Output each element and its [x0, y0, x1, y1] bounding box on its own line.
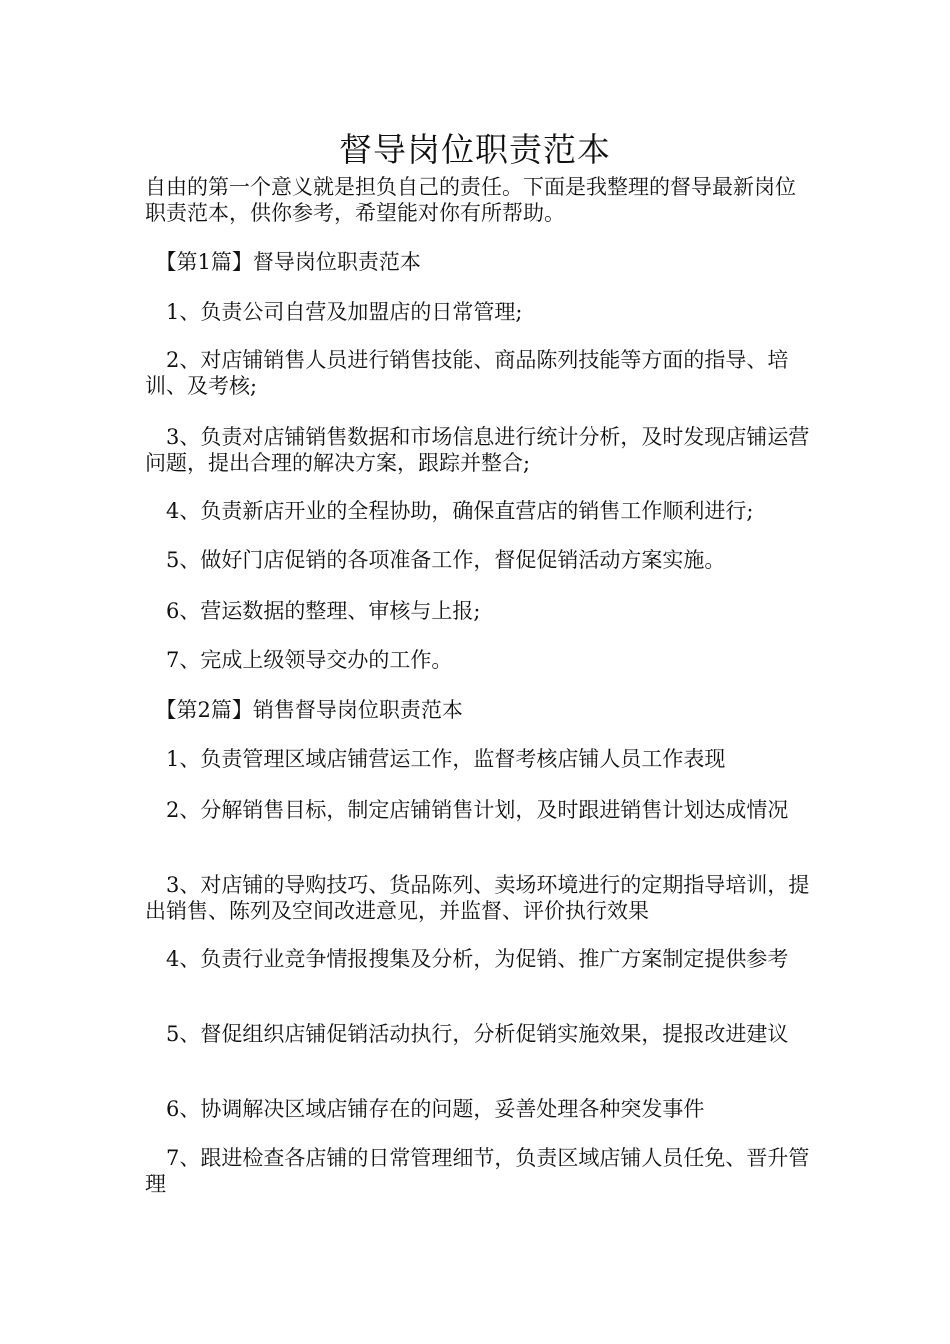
section-2-item-2: 2、分解销售目标，制定店铺销售计划，及时跟进销售计划达成情况 — [145, 798, 789, 822]
section-1-item-2: 2、对店铺销售人员进行销售技能、商品陈列技能等方面的指导、培训、及考核; — [145, 348, 789, 398]
section-1-item-7: 7、完成上级领导交办的工作。 — [145, 648, 453, 672]
section-1-item-5: 5、做好门店促销的各项准备工作，督促促销活动方案实施。 — [145, 548, 726, 572]
document-title: 督导岗位职责范本 — [339, 130, 611, 169]
section-2-item-6: 6、协调解决区域店铺存在的问题，妥善处理各种突发事件 — [145, 1097, 705, 1121]
section-2-item-5: 5、督促组织店铺促销活动执行，分析促销实施效果，提报改进建议 — [145, 1022, 789, 1046]
section-2-item-7: 7、跟进检查各店铺的日常管理细节，负责区域店铺人员任免、晋升管理 — [145, 1146, 810, 1196]
section-1-item-4: 4、负责新店开业的全程协助，确保直营店的销售工作顺利进行; — [145, 499, 754, 523]
section-2-item-1: 1、负责管理区域店铺营运工作，监督考核店铺人员工作表现 — [145, 747, 726, 771]
section-1-item-3: 3、负责对店铺销售数据和市场信息进行统计分析，及时发现店铺运营问题，提出合理的解决方案，跟踪并整合; — [145, 425, 810, 475]
section-1-item-1: 1、负责公司自营及加盟店的日常管理; — [145, 300, 523, 324]
intro-paragraph: 自由的第一个意义就是担负自己的责任。下面是我整理的督导最新岗位职责范本，供你参考，希望能对你有所帮助。 — [145, 175, 796, 225]
section-1-item-6: 6、营运数据的整理、审核与上报; — [145, 599, 481, 623]
section-heading-1: 【第1篇】督导岗位职责范本 — [145, 250, 421, 274]
section-heading-2: 【第2篇】销售督导岗位职责范本 — [145, 698, 463, 722]
section-2-item-4: 4、负责行业竞争情报搜集及分析，为促销、推广方案制定提供参考 — [145, 947, 789, 971]
section-2-item-3: 3、对店铺的导购技巧、货品陈列、卖场环境进行的定期指导培训，提出销售、陈列及空间改进意见，并监督、评价执行效果 — [145, 873, 810, 923]
